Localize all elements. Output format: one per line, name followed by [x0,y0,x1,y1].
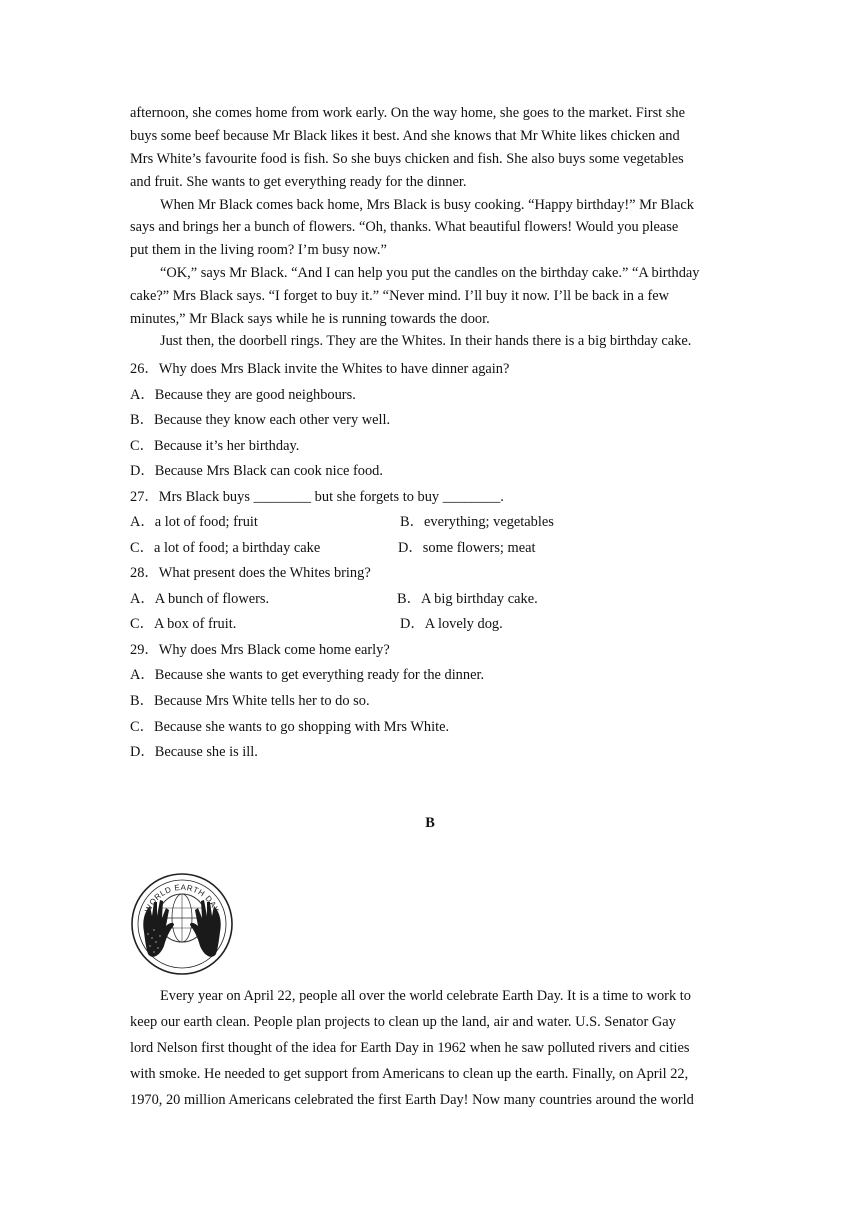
passage-line: “OK,” says Mr Black. “And I can help you put the candles on the birthday cake.” “A birthday [160,265,700,281]
earth-day-emblem-icon [130,872,234,976]
passage-line: and fruit. She wants to get everything ready for the dinner. [130,174,467,190]
passage-line: When Mr Black comes back home, Mrs Black is busy cooking. “Happy birthday!” Mr Black [160,197,694,213]
passage-line: Just then, the doorbell rings. They are the Whites. In their hands there is a big birthday cake. [160,333,692,349]
passage-line: says and brings her a bunch of flowers. “Oh, thanks. What beautiful flowers! Would you please [130,219,679,235]
question-27-option-b: B．everything; vegetables [400,514,554,530]
passage-line: lord Nelson first thought of the idea for Earth Day in 1962 when he saw polluted rivers and cities [130,1040,690,1056]
question-29-stem: 29．Why does Mrs Black come home early? [130,642,390,658]
question-26-option-a: A．Because they are good neighbours. [130,387,356,403]
passage-line: minutes,” Mr Black says while he is running towards the door. [130,311,490,327]
passage-line: 1970, 20 million Americans celebrated the first Earth Day! Now many countries around the world [130,1092,694,1108]
question-28-stem: 28．What present does the Whites bring? [130,565,371,581]
question-26-option-d: D．Because Mrs Black can cook nice food. [130,463,383,479]
svg-text:WORLD EARTH DAY: WORLD EARTH DAY [143,882,221,914]
question-27-option-a: A．a lot of food; fruit [130,514,258,530]
question-28-option-a: A．A bunch of flowers. [130,591,270,607]
section-b-heading: B [425,815,435,831]
question-28-option-b: B．A big birthday cake. [397,591,538,607]
question-27-option-c: C．a lot of food; a birthday cake [130,540,321,556]
world-earth-day-logo [130,872,234,976]
question-29-option-c: C．Because she wants to go shopping with Mrs White. [130,719,450,735]
passage-line: Every year on April 22, people all over the world celebrate Earth Day. It is a time to work to [160,988,691,1004]
question-28-option-d: D．A lovely dog. [400,616,503,632]
question-26-option-c: C．Because it’s her birthday. [130,438,300,454]
passage-line: buys some beef because Mr Black likes it best. And she knows that Mr White likes chicken and [130,128,680,144]
passage-line: afternoon, she comes home from work early. On the way home, she goes to the market. First she [130,105,685,121]
question-26-stem: 26．Why does Mrs Black invite the Whites to have dinner again? [130,361,510,377]
passage-line: keep our earth clean. People plan projects to clean up the land, air and water. U.S. Senator Gay [130,1014,676,1030]
passage-line: put them in the living room? I’m busy now.” [130,242,387,258]
question-29-option-b: B．Because Mrs White tells her to do so. [130,693,370,709]
passage-line: with smoke. He needed to get support from Americans to clean up the earth. Finally, on April 22, [130,1066,689,1082]
passage-line: cake?” Mrs Black says. “I forget to buy it.” “Never mind. I’ll buy it now. I’ll be back in a few [130,288,670,304]
question-29-option-a: A．Because she wants to get everything ready for the dinner. [130,667,485,683]
question-29-option-d: D．Because she is ill. [130,744,258,760]
passage-line: Mrs White’s favourite food is fish. So she buys chicken and fish. She also buys some vegetables [130,151,684,167]
question-28-option-c: C．A box of fruit. [130,616,237,632]
question-26-option-b: B．Because they know each other very well. [130,412,391,428]
question-27-option-d: D．some flowers; meat [398,540,536,556]
question-27-stem: 27．Mrs Black buys ________ but she forgets to buy ________. [130,489,504,505]
